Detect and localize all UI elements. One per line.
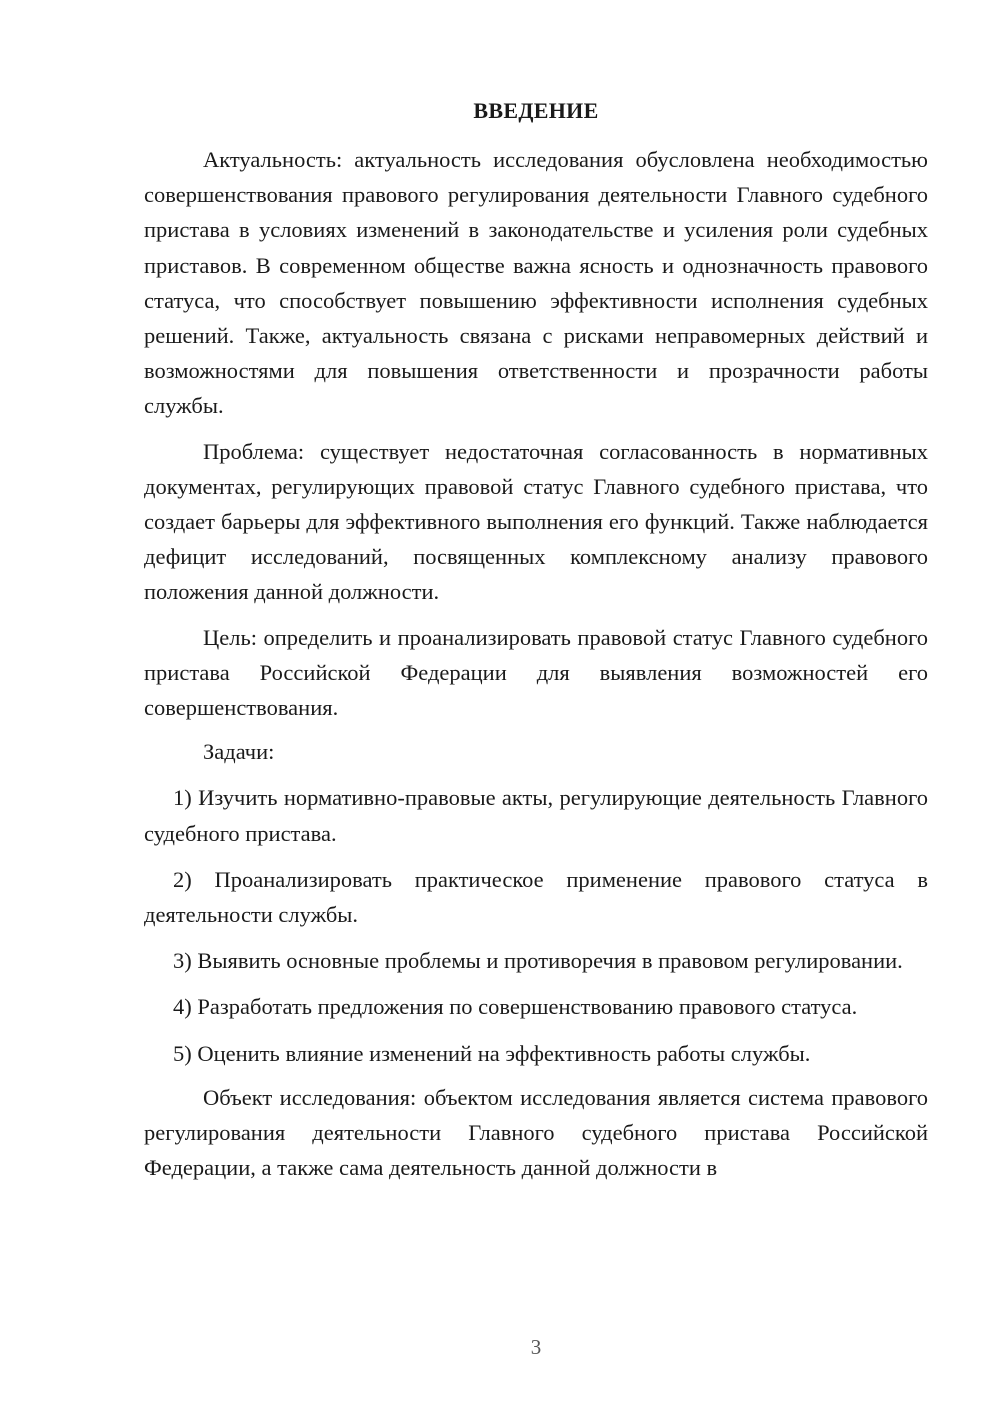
task-item-3: 3) Выявить основные проблемы и противоречия в правовом регулировании.	[173, 948, 903, 974]
document-body	[144, 142, 928, 1185]
paragraph-relevance: Актуальность: актуальность исследования обусловлена необходимостью совершенствования правового регулирования деятельности Главного судебного пристава в условиях изменений в законодательстве и усиления роли судебных приставов. В современном обществе важна ясность и однозначность правового статуса, что способствует повышению эффективности исполнения судебных решений. Также, актуальность связана с рисками неправомерных действий и возможностями для повышения ответственности и прозрачности работы службы.	[144, 147, 928, 419]
task-item-5: 5) Оценить влияние изменений на эффективность работы службы.	[173, 1040, 811, 1066]
tasks-label: Задачи:	[203, 739, 275, 765]
page-number: 3	[530, 1335, 542, 1359]
paragraph-goal: Цель: определить и проанализировать правовой статус Главного судебного пристава Российской Федерации для выявления возможностей его совершенствования.	[144, 624, 928, 721]
paragraph-problem: Проблема: существует недостаточная согласованность в нормативных документах, регулирующих правовой статус Главного судебного пристава, что создает барьеры для эффективного выполнения его функций. Также наблюдается дефицит исследований, посвященных комплексному анализу правового положения данной должности.	[144, 438, 928, 605]
paragraph-object: Объект исследования: объектом исследования является система правового регулирования деятельности Главного судебного пристава Российской Федерации, а также сама деятельность данной должности в	[144, 1084, 928, 1181]
page-heading: ВВЕДЕНИЕ	[473, 98, 599, 123]
task-item-4: 4) Разработать предложения по совершенствованию правового статуса.	[173, 994, 858, 1020]
task-item-1: 1) Изучить нормативно-правовые акты, регулирующие деятельность Главного судебного пристава.	[144, 785, 928, 846]
task-item-2: 2) Проанализировать практическое применение правового статуса в деятельности службы.	[144, 866, 928, 928]
